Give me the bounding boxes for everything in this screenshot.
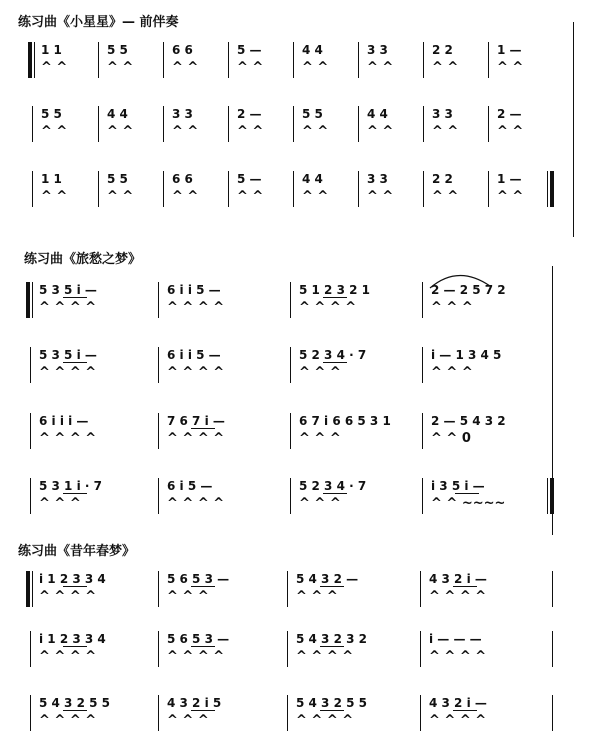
bar-line [32, 282, 33, 318]
bar-line [32, 171, 33, 207]
measure-notes: 1 1 [41, 172, 62, 186]
measure-notes: i 1 2 3 3 4 [39, 572, 106, 586]
beam-underline [453, 710, 477, 711]
start-bar-thick [26, 282, 30, 318]
bar-line [422, 478, 423, 514]
measure-notes: 3 3 [172, 107, 193, 121]
accent-marks: ^ ^ ^ [299, 496, 341, 511]
bar-line [290, 282, 291, 318]
measure-notes: 5 3 5 i — [39, 283, 97, 297]
accent-marks: ^ ^ [107, 124, 134, 139]
measure-notes: 5 3 5 i — [39, 348, 97, 362]
bar-line [287, 631, 288, 667]
beam-underline [191, 586, 215, 587]
bar-line [30, 631, 31, 667]
measure-notes: 2 2 [432, 172, 453, 186]
measure-notes: 5 — [237, 172, 262, 186]
accent-marks: ^ ^ ^ ^ [296, 713, 354, 728]
beam-underline [455, 493, 479, 494]
bar-line [158, 631, 159, 667]
bar-line [98, 42, 99, 78]
end-bar-thin [547, 171, 548, 207]
accent-marks: ^ ^ [497, 189, 524, 204]
bar-line [290, 413, 291, 449]
beam-underline [323, 493, 347, 494]
bar-line [552, 695, 553, 731]
beam-underline [63, 646, 87, 647]
bar-line [163, 171, 164, 207]
bar-line [158, 347, 159, 383]
accent-marks: ^ ^ ^ [296, 589, 338, 604]
bar-line [158, 478, 159, 514]
accent-marks: ^ ^ ^ ^ [39, 589, 97, 604]
beam-underline [191, 646, 215, 647]
beam-underline [63, 362, 87, 363]
beam-underline [323, 362, 347, 363]
bar-line [158, 282, 159, 318]
bar-line [488, 42, 489, 78]
measure-notes: 6 6 [172, 172, 193, 186]
accent-marks: ^ ^ [41, 189, 68, 204]
bar-line [30, 413, 31, 449]
start-bar-thick [28, 42, 32, 78]
accent-marks: ^ ^ [107, 60, 134, 75]
measure-notes: 5 1 2 3 2 1 [299, 283, 370, 297]
measure-notes: 3 3 [367, 172, 388, 186]
accent-marks: ^ ^ ^ [431, 365, 473, 380]
bar-line [420, 695, 421, 731]
accent-marks: ^ ^ [497, 60, 524, 75]
accent-marks: ^ ^ ^ ^ [167, 649, 225, 664]
bar-line [422, 347, 423, 383]
bar-line [552, 282, 553, 318]
accent-marks: ^ ^ ^ [39, 496, 81, 511]
measure-notes: 1 — [497, 43, 522, 57]
measure-notes: 6 7 i 6 6 5 3 1 [299, 414, 391, 428]
bar-line [290, 478, 291, 514]
accent-marks: ^ ^ [302, 189, 329, 204]
measure-notes: 2 — 5 4 3 2 [431, 414, 506, 428]
accent-marks: ^ ^ [367, 60, 394, 75]
accent-marks: ^ ^ ^ [167, 713, 209, 728]
bar-line [552, 571, 553, 607]
accent-marks: ^ ^ [432, 189, 459, 204]
accent-marks: ^ ^ ^ ^ [167, 365, 225, 380]
bar-line [228, 171, 229, 207]
piece-title: 练习曲《小星星》— 前伴奏 [18, 15, 179, 30]
bar-line [358, 106, 359, 142]
measure-notes: 1 — [497, 172, 522, 186]
accent-marks: ^ ^ ^ ^ [429, 649, 487, 664]
measure-notes: 5 6 5 3 — [167, 572, 230, 586]
beam-underline [63, 493, 87, 494]
bar-line [358, 42, 359, 78]
beam-underline [320, 646, 344, 647]
accent-marks: ^ ^ [172, 60, 199, 75]
bar-line [30, 695, 31, 731]
measure-notes: 6 i i 5 — [167, 283, 221, 297]
accent-marks: ^ ^ ^ ^ [429, 713, 487, 728]
accent-marks: ^ ^ [302, 124, 329, 139]
accent-marks: ^ ^ ^ ^ [167, 300, 225, 315]
bar-line [32, 106, 33, 142]
accent-marks: ^ ^ [432, 124, 459, 139]
accent-marks: ^ ^ ^ [167, 589, 209, 604]
measure-notes: i 1 2 3 3 4 [39, 632, 106, 646]
beam-underline [63, 710, 87, 711]
measure-notes: 5 5 [107, 172, 128, 186]
measure-notes: 5 5 [302, 107, 323, 121]
bar-line [98, 106, 99, 142]
accent-marks: ^ ^ [237, 124, 264, 139]
end-bar-thin [547, 478, 548, 514]
accent-marks: ^ ^ ^ [299, 365, 341, 380]
accent-marks: ^ ^ ^ ^ [39, 431, 97, 446]
beam-underline [320, 586, 344, 587]
accent-marks: ^ ^ [237, 189, 264, 204]
end-bar-thick [550, 478, 554, 514]
measure-notes: 3 3 [367, 43, 388, 57]
beam-underline [320, 710, 344, 711]
beam-underline [191, 428, 215, 429]
bar-line [163, 106, 164, 142]
measure-notes: 7 6 7 i — [167, 414, 225, 428]
accent-marks: ^ ^ ^ ^ [299, 300, 357, 315]
beam-underline [191, 710, 215, 711]
measure-notes: 5 — [237, 43, 262, 57]
measure-notes: 5 2 3 4 · 7 [299, 348, 367, 362]
bar-line [552, 631, 553, 667]
measure-notes: 6 i 5 — [167, 479, 213, 493]
measure-notes: 5 3 1 i · 7 [39, 479, 102, 493]
accent-marks: ^ ^ 0 [431, 431, 471, 446]
bar-line [423, 42, 424, 78]
beam-underline [323, 297, 347, 298]
bar-line [287, 695, 288, 731]
accent-marks: ^ ^ ^ ^ [429, 589, 487, 604]
bar-line [290, 347, 291, 383]
bar-line [32, 571, 33, 607]
accent-marks: ^ ^ [432, 60, 459, 75]
measure-notes: 4 3 2 i — [429, 696, 487, 710]
bar-line [420, 631, 421, 667]
accent-marks: ^ ^ ^ ^ [167, 431, 225, 446]
measure-notes: 6 i i i — [39, 414, 89, 428]
bar-line [163, 42, 164, 78]
bar-line [488, 106, 489, 142]
bar-line [552, 413, 553, 449]
beam-underline [63, 297, 87, 298]
accent-marks: ^ ^ ^ [431, 300, 473, 315]
bar-line [552, 347, 553, 383]
measure-notes: 5 4 3 2 5 5 [296, 696, 367, 710]
measure-notes: 5 4 3 2 5 5 [39, 696, 110, 710]
measure-notes: 4 3 2 i 5 [167, 696, 222, 710]
measure-notes: 5 6 5 3 — [167, 632, 230, 646]
measure-notes: 1 1 [41, 43, 62, 57]
bar-line [420, 571, 421, 607]
measure-notes: 4 4 [107, 107, 128, 121]
measure-notes: 5 4 3 2 3 2 [296, 632, 367, 646]
accent-marks: ^ ^ [41, 124, 68, 139]
slur-mark [428, 270, 498, 290]
accent-marks: ^ ^ [172, 189, 199, 204]
bar-line [30, 347, 31, 383]
bar-line [228, 42, 229, 78]
bar-line [158, 695, 159, 731]
bar-line [423, 106, 424, 142]
measure-notes: 6 6 [172, 43, 193, 57]
measure-notes: 2 2 [432, 43, 453, 57]
accent-marks: ^ ^ [41, 60, 68, 75]
bar-line [34, 42, 35, 78]
beam-underline [63, 586, 87, 587]
measure-notes: 2 — [497, 107, 522, 121]
bar-line [422, 282, 423, 318]
beam-underline [453, 586, 477, 587]
accent-marks: ^ ^ ^ ^ [39, 300, 97, 315]
end-bar-thick [550, 171, 554, 207]
accent-marks: ^ ^ [237, 60, 264, 75]
bar-line [422, 413, 423, 449]
accent-marks: ^ ^ ^ [299, 431, 341, 446]
accent-marks: ^ ^ [367, 189, 394, 204]
bar-line [30, 478, 31, 514]
bar-line [293, 106, 294, 142]
bar-line [293, 171, 294, 207]
start-bar-thick [26, 571, 30, 607]
measure-notes: 2 — 2 5 7 2 [431, 283, 506, 297]
right-rule [573, 22, 574, 237]
measure-notes: 4 3 2 i — [429, 572, 487, 586]
bar-line [98, 171, 99, 207]
bar-line [228, 106, 229, 142]
measure-notes: 4 4 [302, 172, 323, 186]
measure-notes: 4 4 [367, 107, 388, 121]
measure-notes: 5 5 [107, 43, 128, 57]
accent-marks: ^ ^ [107, 189, 134, 204]
bar-line [488, 171, 489, 207]
measure-notes: 6 i i 5 — [167, 348, 221, 362]
measure-notes: 5 2 3 4 · 7 [299, 479, 367, 493]
accent-marks: ^ ^ [497, 124, 524, 139]
accent-marks: ^ ^ ^ ^ [167, 496, 225, 511]
accent-marks: ^ ^ [172, 124, 199, 139]
bar-line [287, 571, 288, 607]
measure-notes: i 3 5 i — [431, 479, 485, 493]
measure-notes: 2 — [237, 107, 262, 121]
measure-notes: 3 3 [432, 107, 453, 121]
accent-marks: ^ ^ ^ ^ [39, 365, 97, 380]
measure-notes: 5 4 3 2 — [296, 572, 359, 586]
bar-line [293, 42, 294, 78]
accent-marks: ^ ^ [367, 124, 394, 139]
measure-notes: 4 4 [302, 43, 323, 57]
accent-marks: ^ ^ [302, 60, 329, 75]
measure-notes: i — — — [429, 632, 482, 646]
bar-line [423, 171, 424, 207]
piece-title: 练习曲《昔年春梦》 [18, 544, 136, 559]
bar-line [158, 571, 159, 607]
measure-notes: i — 1 3 4 5 [431, 348, 502, 362]
measure-notes: 5 5 [41, 107, 62, 121]
accent-marks: ^ ^ ^ ^ [39, 649, 97, 664]
bar-line [158, 413, 159, 449]
accent-marks: ^ ^ ~~~~ [431, 496, 506, 511]
accent-marks: ^ ^ ^ ^ [39, 713, 97, 728]
bar-line [358, 171, 359, 207]
accent-marks: ^ ^ ^ ^ [296, 649, 354, 664]
piece-title: 练习曲《旅愁之梦》 [24, 252, 142, 267]
